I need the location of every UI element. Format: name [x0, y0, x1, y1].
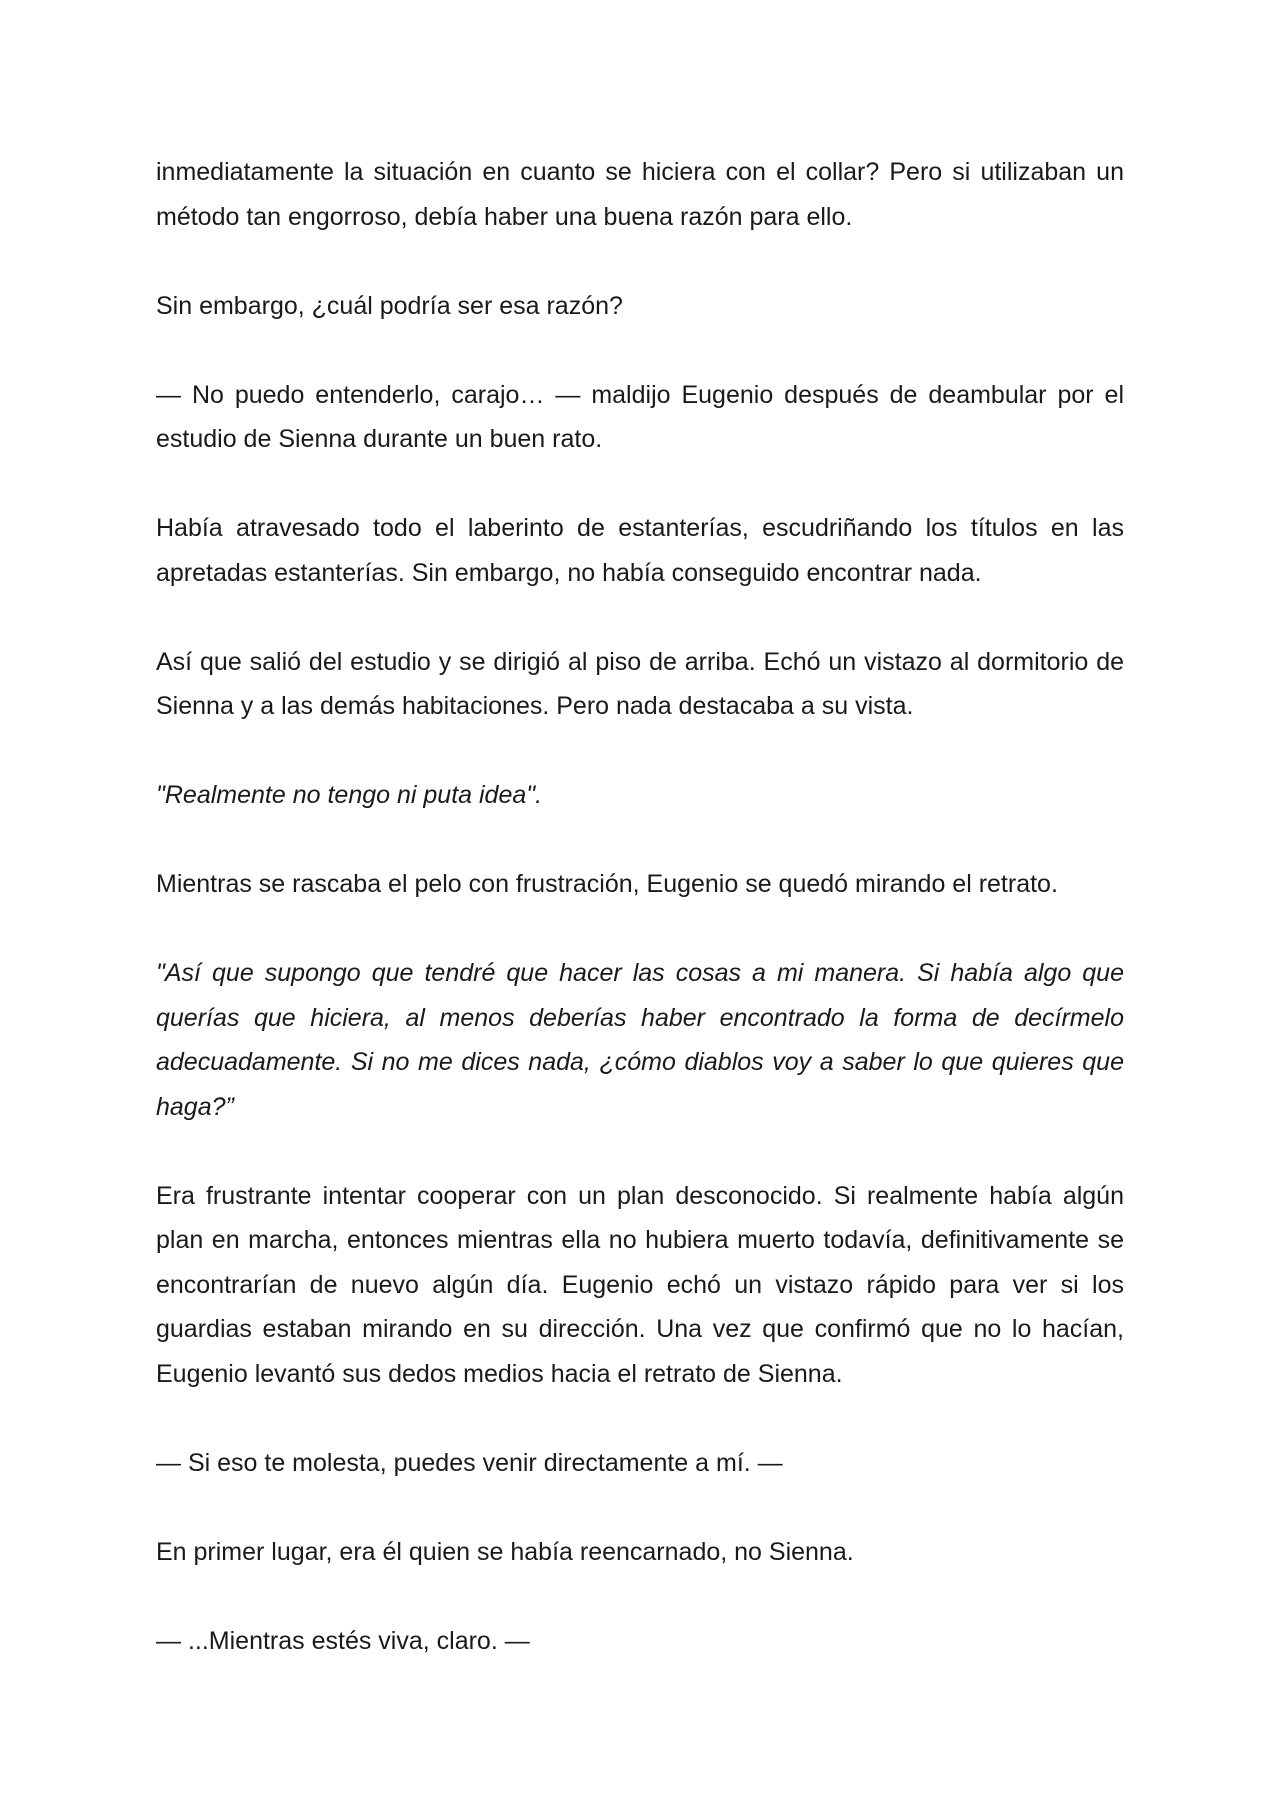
paragraph: inmediatamente la situación en cuanto se hiciera con el collar? Pero si utilizaban un método tan engorroso, debía haber una buena razón para ello. — [156, 158, 1124, 231]
paragraph: Mientras se rascaba el pelo con frustración, Eugenio se quedó mirando el retrato. — [156, 870, 1058, 898]
italic-thought-paragraph: "Así que supongo que tendré que hacer las cosas a mi manera. Si había algo que querías que hiciera, al menos deberías haber encontrado la forma de decírmelo adecuadamente. Si no me dices nada, ¿cómo diablos voy a saber lo que quieres que haga?” — [156, 959, 1124, 1121]
paragraph: Era frustrante intentar cooperar con un plan desconocido. Si realmente había algún plan en marcha, entonces mientras ella no hubiera muerto todavía, definitivamente se encontrarían de nuevo algún día. Eugenio echó un vistazo rápido para ver si los guardias estaban mirando en su dirección. Una vez que confirmó que no lo hacían, Eugenio levantó sus dedos medios hacia el retrato de Sienna. — [156, 1181, 1124, 1388]
paragraph: — Si eso te molesta, puedes venir directamente a mí. — — [156, 1448, 783, 1477]
paragraph: Había atravesado todo el laberinto de estanterías, escudriñando los títulos en las apretadas estanterías. Sin embargo, no había conseguido encontrar nada. — [156, 514, 1124, 587]
paragraph: Así que salió del estudio y se dirigió al piso de arriba. Echó un vistazo al dormitorio de Sienna y a las demás habitaciones. Pero nada destacaba a su vista. — [156, 647, 1124, 720]
paragraph: — No puedo entenderlo, carajo… — maldijo Eugenio después de deambular por el estudio de Sienna durante un buen rato. — [156, 380, 1124, 453]
document-body — [156, 150, 1124, 1663]
italic-thought-paragraph: "Realmente no tengo ni puta idea". — [156, 781, 543, 809]
paragraph: — ...Mientras estés viva, claro. — — [156, 1626, 530, 1655]
paragraph: Sin embargo, ¿cuál podría ser esa razón? — [156, 291, 623, 320]
paragraph: En primer lugar, era él quien se había reencarnado, no Sienna. — [156, 1537, 854, 1566]
